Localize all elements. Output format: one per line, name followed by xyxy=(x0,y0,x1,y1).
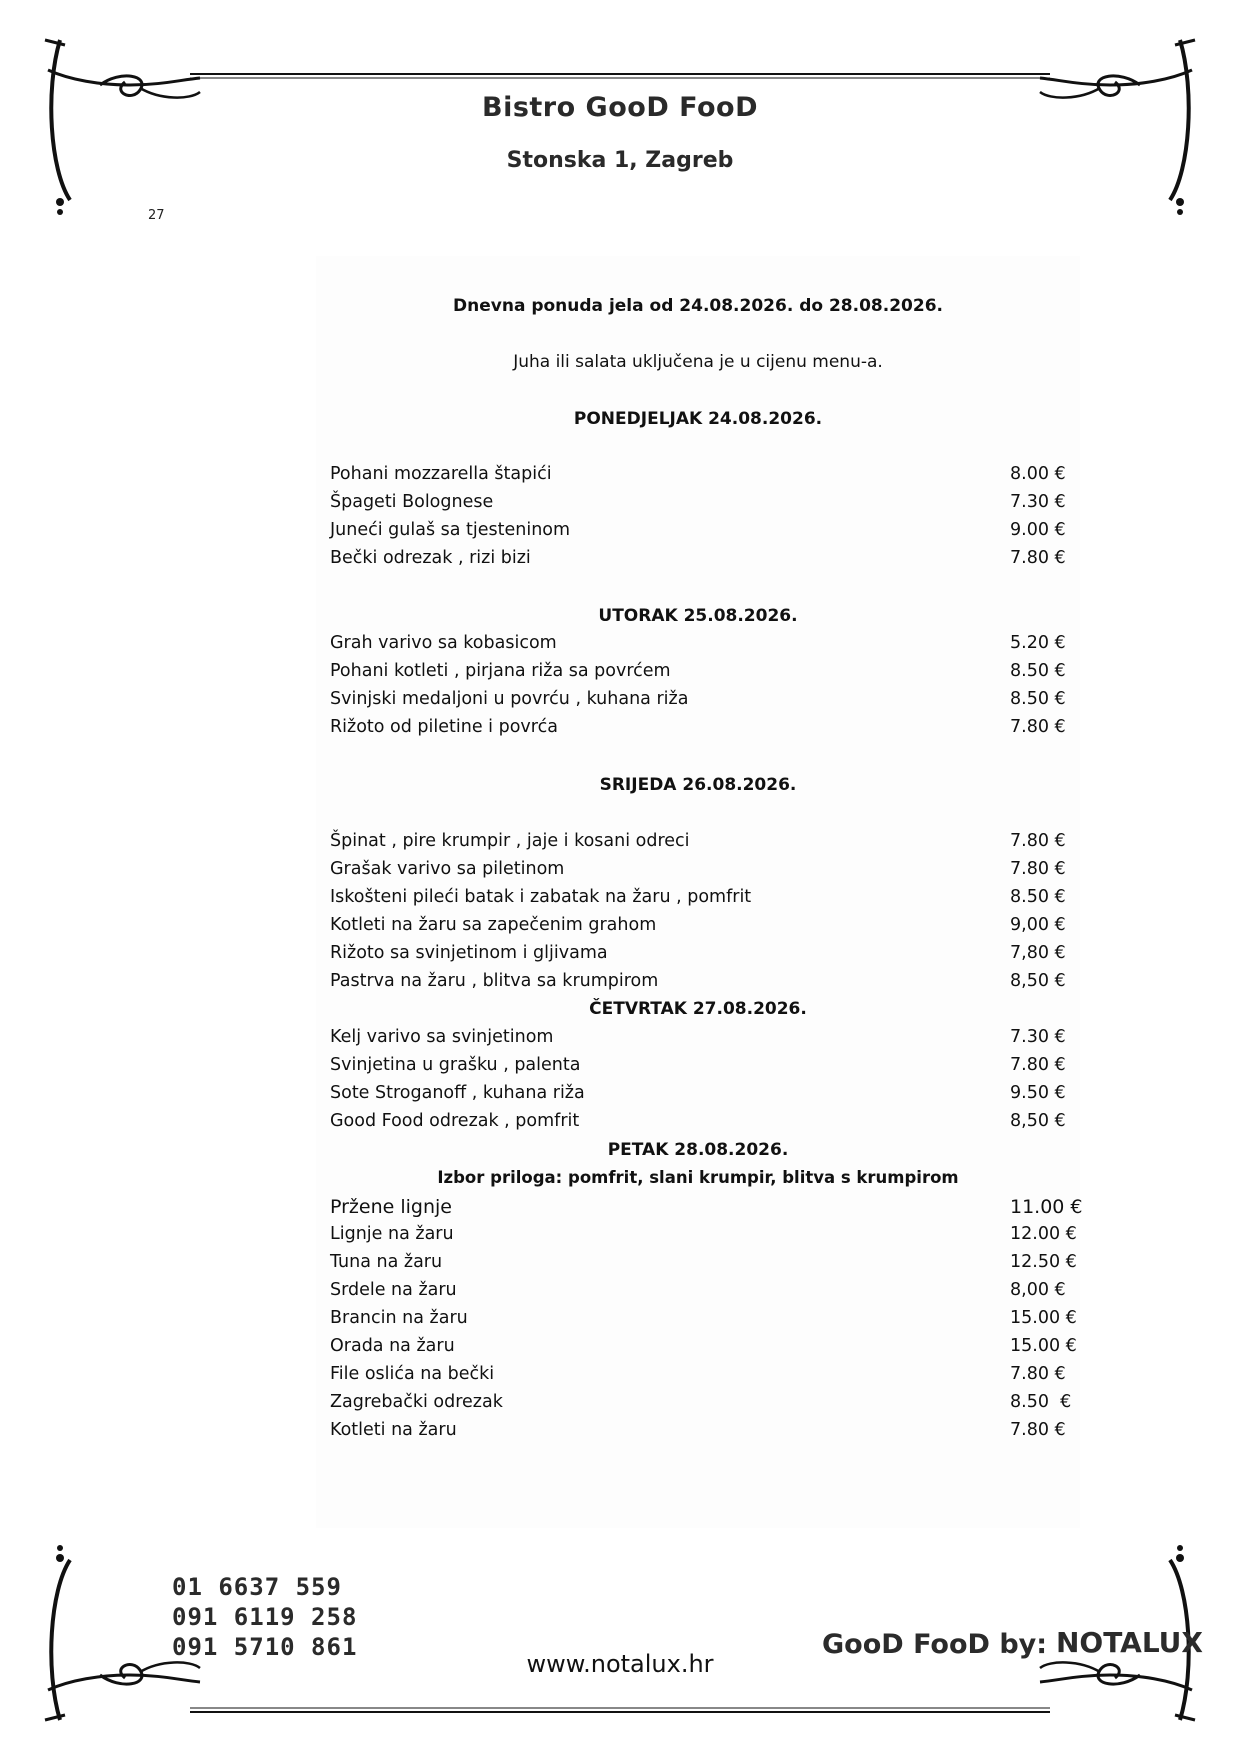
dish-price: 12.00 € xyxy=(1010,1224,1077,1244)
dish-price: 11.00 € xyxy=(1010,1196,1083,1218)
dish-row xyxy=(330,971,1066,997)
dish-price: 7.30 € xyxy=(1010,1027,1066,1047)
dish-name: Pastrva na žaru , blitva sa krumpirom xyxy=(330,971,659,991)
dish-row xyxy=(330,661,1066,687)
dish-name: Špageti Bolognese xyxy=(330,492,494,512)
dish-row xyxy=(330,915,1066,941)
dish-name: Rižoto sa svinjetinom i gljivama xyxy=(330,943,608,963)
dish-row xyxy=(330,492,1066,518)
dish-row xyxy=(330,1252,1077,1278)
dish-price: 9.00 € xyxy=(1010,520,1066,540)
day-heading-monday: PONEDJELJAK 24.08.2026. xyxy=(573,409,823,429)
dish-name: Sote Stroganoff , kuhana riža xyxy=(330,1083,585,1103)
restaurant-address: Stonska 1, Zagreb xyxy=(506,148,734,173)
menu-note: Juha ili salata uključena je u cijenu menu-a. xyxy=(513,352,883,372)
dish-row xyxy=(330,717,1066,743)
notalux-logo xyxy=(1056,1623,1204,1659)
dish-name: Lignje na žaru xyxy=(330,1224,454,1244)
dish-row xyxy=(330,1364,1066,1390)
dish-row xyxy=(330,831,1066,857)
dish-row xyxy=(330,1420,1066,1446)
dish-row xyxy=(330,1083,1066,1109)
dish-name: Kelj varivo sa svinjetinom xyxy=(330,1027,554,1047)
side-dish-choice: Izbor priloga: pomfrit, slani krumpir, blitva s krumpirom xyxy=(437,1168,959,1187)
dish-name: Pohani kotleti , pirjana riža sa povrćem xyxy=(330,661,671,681)
menu-heading: Dnevna ponuda jela od 24.08.2026. do 28.08.2026. xyxy=(453,296,943,316)
dish-price: 8.50 € xyxy=(1010,689,1066,709)
day-heading-wednesday: SRIJEDA 26.08.2026. xyxy=(599,775,797,795)
dish-price: 7.80 € xyxy=(1010,1055,1066,1075)
dish-row xyxy=(330,464,1066,490)
dish-row xyxy=(330,1196,1083,1222)
dish-row xyxy=(330,689,1066,715)
dish-price: 7.80 € xyxy=(1010,1364,1066,1384)
dish-name: Good Food odrezak , pomfrit xyxy=(330,1111,580,1131)
dish-price: 12.50 € xyxy=(1010,1252,1077,1272)
day-heading-friday: PETAK 28.08.2026. xyxy=(607,1140,789,1160)
brand-text: GooD FooD by: xyxy=(822,1629,1048,1660)
dish-price: 7,80 € xyxy=(1010,943,1066,963)
dish-name: Svinjski medaljoni u povrću , kuhana riža xyxy=(330,689,689,709)
dish-row xyxy=(330,520,1066,546)
dish-row xyxy=(330,1336,1077,1362)
phone-number-mobile-1: 091 6119 258 xyxy=(172,1603,358,1631)
dish-price: 15.00 € xyxy=(1010,1308,1077,1328)
dish-name: Iskošteni pileći batak i zabatak na žaru , pomfrit xyxy=(330,887,752,907)
dish-name: Bečki odrezak , rizi bizi xyxy=(330,548,531,568)
dish-name: Rižoto od piletine i povrća xyxy=(330,717,558,737)
dish-name: Brancin na žaru xyxy=(330,1308,468,1328)
dish-price: 7.80 € xyxy=(1010,717,1066,737)
day-heading-tuesday: UTORAK 25.08.2026. xyxy=(598,606,798,626)
page-number: 27 xyxy=(148,208,165,223)
dish-price: 8,50 € xyxy=(1010,1111,1066,1131)
dish-name: Kotleti na žaru xyxy=(330,1420,457,1440)
dish-price: 8,50 € xyxy=(1010,971,1066,991)
dish-row xyxy=(330,1224,1077,1250)
day-heading-thursday: ČETVRTAK 27.08.2026. xyxy=(589,999,807,1019)
website-link[interactable]: www.notalux.hr xyxy=(526,1650,714,1678)
dish-price: 8,00 € xyxy=(1010,1280,1066,1300)
dish-name: Tuna na žaru xyxy=(330,1252,443,1272)
dish-row xyxy=(330,1280,1066,1306)
dish-name: Zagrebački odrezak xyxy=(330,1392,503,1412)
dish-name: Kotleti na žaru sa zapečenim grahom xyxy=(330,915,657,935)
ornament-top-left xyxy=(40,30,200,220)
dish-row xyxy=(330,943,1066,969)
dish-price: 5.20 € xyxy=(1010,633,1066,653)
dish-name: Špinat , pire krumpir , jaje i kosani odreci xyxy=(330,831,690,851)
dish-price: 8.50 € xyxy=(1010,887,1066,907)
dish-row xyxy=(330,1111,1066,1137)
footer-rule xyxy=(190,1706,1050,1714)
phone-number-landline: 01 6637 559 xyxy=(172,1573,342,1601)
dish-row xyxy=(330,887,1066,913)
dish-price: 9,00 € xyxy=(1010,915,1066,935)
dish-name: File oslića na bečki xyxy=(330,1364,495,1384)
dish-name: Pohani mozzarella štapići xyxy=(330,464,552,484)
dish-name: Srdele na žaru xyxy=(330,1280,457,1300)
dish-name: Grah varivo sa kobasicom xyxy=(330,633,557,653)
dish-price: 8.50 € xyxy=(1010,1392,1072,1412)
dish-price: 7.30 € xyxy=(1010,492,1066,512)
dish-row xyxy=(330,1027,1066,1053)
dish-price: 9.50 € xyxy=(1010,1083,1066,1103)
dish-price: 7.80 € xyxy=(1010,831,1066,851)
dish-name: Orada na žaru xyxy=(330,1336,455,1356)
dish-row xyxy=(330,633,1066,659)
dish-row xyxy=(330,859,1066,885)
dish-row xyxy=(330,1392,1072,1418)
menu-panel xyxy=(316,256,1083,1528)
ornament-top-right xyxy=(1040,30,1200,220)
dish-price: 7.80 € xyxy=(1010,1420,1066,1440)
dish-price: 7.80 € xyxy=(1010,859,1066,879)
dish-price: 8.00 € xyxy=(1010,464,1066,484)
dish-name: Svinjetina u grašku , palenta xyxy=(330,1055,581,1075)
dish-price: 7.80 € xyxy=(1010,548,1066,568)
dish-name: Juneći gulaš sa tjesteninom xyxy=(330,520,571,540)
restaurant-name: Bistro GooD FooD xyxy=(481,92,758,123)
dish-name: Pržene lignje xyxy=(330,1196,452,1218)
brand-signature xyxy=(822,1623,1204,1660)
svg-text:NOTALUX: NOTALUX xyxy=(1056,1626,1204,1659)
phone-number-mobile-2: 091 5710 861 xyxy=(172,1633,358,1661)
dish-row xyxy=(330,1308,1077,1334)
dish-row xyxy=(330,1055,1066,1081)
dish-price: 15.00 € xyxy=(1010,1336,1077,1356)
header-rule xyxy=(190,72,1050,80)
dish-price: 8.50 € xyxy=(1010,661,1066,681)
dish-row xyxy=(330,548,1066,574)
dish-name: Grašak varivo sa piletinom xyxy=(330,859,565,879)
